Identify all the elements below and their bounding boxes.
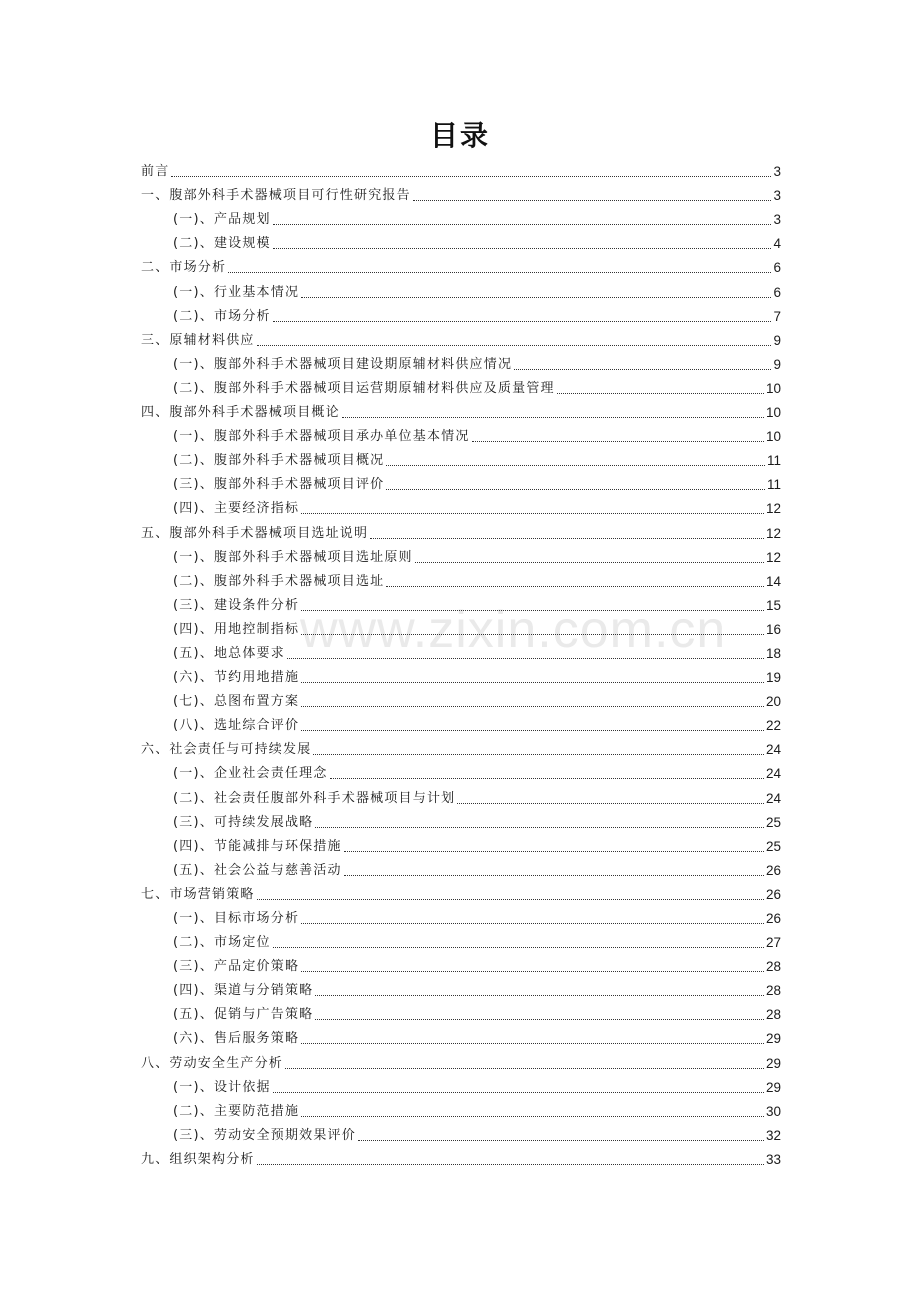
- toc-entry-page-number: 18: [765, 645, 781, 661]
- watermark: www.zixin.com.cn: [300, 601, 727, 659]
- toc-entry[interactable]: [141, 184, 781, 208]
- toc-entry-page-number: 12: [765, 549, 781, 565]
- dot-leader: [315, 1019, 764, 1020]
- toc-entry-label: (三)、建设条件分析: [173, 597, 300, 613]
- toc-entry[interactable]: [141, 1051, 781, 1075]
- dot-leader: [315, 827, 764, 828]
- toc-entry-label: (三)、腹部外科手术器械项目评价: [173, 477, 385, 493]
- toc-entry-page-number: 6: [773, 284, 781, 300]
- toc-entry-page-number: 10: [765, 429, 781, 445]
- toc-entry-page-number: 3: [773, 188, 781, 204]
- toc-entry-label: (四)、用地控制指标: [173, 621, 300, 637]
- toc-entry[interactable]: [141, 690, 781, 714]
- toc-entry-page-number: 3: [773, 164, 781, 180]
- toc-entry-page-number: 3: [773, 212, 781, 228]
- dot-leader: [301, 297, 771, 298]
- toc-entry-label: 四、腹部外科手术器械项目概论: [141, 405, 340, 421]
- toc-entry-page-number: 7: [773, 308, 781, 324]
- toc-entry-page-number: 4: [773, 236, 781, 252]
- toc-entry-label: (五)、促销与广告策略: [173, 1007, 314, 1023]
- toc-entry-page-number: 11: [766, 477, 781, 493]
- toc-entry-label: (六)、节约用地措施: [173, 670, 300, 686]
- toc-entry-page-number: 15: [765, 597, 781, 613]
- toc-entry-page-number: 24: [765, 742, 781, 758]
- toc-entry-label: (四)、主要经济指标: [173, 501, 300, 517]
- toc-entry-label: (四)、节能减排与环保措施: [173, 838, 342, 854]
- toc-entry-page-number: 9: [773, 332, 781, 348]
- toc-entry-page-number: 24: [765, 790, 781, 806]
- toc-entry[interactable]: [141, 811, 781, 835]
- toc-entry-label: (一)、产品规划: [173, 212, 271, 228]
- toc-entry[interactable]: [141, 473, 781, 497]
- toc-entry-label: (二)、建设规模: [173, 236, 271, 252]
- dot-leader: [301, 1043, 764, 1044]
- toc-entry-label: (五)、社会公益与慈善活动: [173, 862, 342, 878]
- toc-entry-page-number: 29: [765, 1079, 781, 1095]
- toc-entry[interactable]: [141, 979, 781, 1003]
- toc-entry-page-number: 24: [765, 766, 781, 782]
- dot-leader: [315, 995, 764, 996]
- toc-entry-label: (六)、售后服务策略: [173, 1031, 300, 1047]
- toc-entry[interactable]: [141, 642, 781, 666]
- toc-entry[interactable]: [141, 955, 781, 979]
- toc-entry-page-number: 28: [765, 959, 781, 975]
- toc-entry-label: (三)、劳动安全预期效果评价: [173, 1127, 356, 1143]
- toc-entry[interactable]: [141, 377, 781, 401]
- dot-leader: [273, 321, 772, 322]
- toc-entry-label: 三、原辅材料供应: [141, 332, 255, 348]
- toc-entry-label: 一、腹部外科手术器械项目可行性研究报告: [141, 188, 411, 204]
- dot-leader: [413, 200, 772, 201]
- toc-entry[interactable]: [141, 1100, 781, 1124]
- dot-leader: [386, 465, 765, 466]
- toc-entry[interactable]: [141, 401, 781, 425]
- toc-entry-label: (一)、腹部外科手术器械项目选址原则: [173, 549, 413, 565]
- toc-entry-label: (二)、腹部外科手术器械项目运营期原辅材料供应及质量管理: [173, 380, 555, 396]
- toc-entry-label: (二)、社会责任腹部外科手术器械项目与计划: [173, 790, 456, 806]
- dot-leader: [257, 1164, 764, 1165]
- dot-leader: [301, 971, 764, 972]
- toc-entry[interactable]: [141, 738, 781, 762]
- toc-entry-label: (一)、企业社会责任理念: [173, 766, 328, 782]
- toc-entry-label: (二)、市场定位: [173, 935, 271, 951]
- toc-entry-page-number: 16: [765, 621, 781, 637]
- toc-entry[interactable]: [141, 546, 781, 570]
- toc-entry-page-number: 25: [765, 838, 781, 854]
- dot-leader: [301, 730, 764, 731]
- toc-entry-page-number: 22: [765, 718, 781, 734]
- toc-entry[interactable]: [141, 256, 781, 280]
- toc-entry[interactable]: [141, 353, 781, 377]
- toc-entry-page-number: 20: [765, 694, 781, 710]
- toc-entry-label: 八、劳动安全生产分析: [141, 1055, 284, 1071]
- dot-leader: [344, 851, 764, 852]
- dot-leader: [344, 875, 764, 876]
- toc-entry[interactable]: [141, 762, 781, 786]
- toc-entry[interactable]: [141, 232, 781, 256]
- toc-entry-label: (三)、产品定价策略: [173, 959, 300, 975]
- toc-entry-page-number: 19: [765, 670, 781, 686]
- dot-leader: [273, 1092, 764, 1093]
- toc-entry[interactable]: [141, 859, 781, 883]
- toc-entry-label: 七、市场营销策略: [141, 886, 255, 902]
- toc-entry-label: (七)、总图布置方案: [173, 694, 300, 710]
- toc-entry-page-number: 14: [765, 573, 781, 589]
- toc-entry[interactable]: [141, 666, 781, 690]
- dot-leader: [330, 778, 764, 779]
- dot-leader: [273, 224, 772, 225]
- toc-entry[interactable]: [141, 883, 781, 907]
- dot-leader: [386, 489, 765, 490]
- toc-entry[interactable]: [141, 497, 781, 521]
- toc-entry-page-number: 6: [773, 260, 781, 276]
- toc-entry-label: 前言: [141, 164, 170, 180]
- toc-entry[interactable]: [141, 160, 781, 184]
- toc-entry[interactable]: [141, 208, 781, 232]
- dot-leader: [301, 513, 764, 514]
- toc-entry[interactable]: [141, 907, 781, 931]
- table-of-contents: [141, 160, 781, 1172]
- dot-leader: [370, 538, 764, 539]
- toc-entry-page-number: 9: [773, 356, 781, 372]
- toc-entry-label: (一)、行业基本情况: [173, 284, 300, 300]
- dot-leader: [301, 610, 764, 611]
- toc-entry-label: (二)、腹部外科手术器械项目选址: [173, 573, 385, 589]
- dot-leader: [472, 441, 764, 442]
- toc-entry-page-number: 26: [765, 862, 781, 878]
- toc-entry[interactable]: [141, 1076, 781, 1100]
- dot-leader: [342, 417, 764, 418]
- toc-entry[interactable]: [141, 931, 781, 955]
- dot-leader: [457, 803, 764, 804]
- toc-entry[interactable]: [141, 714, 781, 738]
- toc-entry[interactable]: [141, 425, 781, 449]
- toc-entry-label: (五)、地总体要求: [173, 645, 285, 661]
- page-title: 目录: [429, 119, 490, 152]
- toc-entry[interactable]: [141, 1124, 781, 1148]
- toc-entry[interactable]: [141, 594, 781, 618]
- toc-entry-label: (二)、腹部外科手术器械项目概况: [173, 453, 385, 469]
- dot-leader: [257, 899, 764, 900]
- dot-leader: [415, 562, 764, 563]
- dot-leader: [557, 393, 764, 394]
- toc-entry-page-number: 12: [765, 525, 781, 541]
- dot-leader: [386, 586, 764, 587]
- toc-entry[interactable]: [141, 618, 781, 642]
- dot-leader: [313, 754, 764, 755]
- toc-entry-page-number: 25: [765, 814, 781, 830]
- toc-entry[interactable]: [141, 835, 781, 859]
- toc-entry-label: (一)、设计依据: [173, 1079, 271, 1095]
- toc-entry[interactable]: [141, 1003, 781, 1027]
- toc-entry-label: (二)、主要防范措施: [173, 1103, 300, 1119]
- toc-entry[interactable]: [141, 570, 781, 594]
- toc-entry-page-number: 10: [765, 380, 781, 396]
- toc-entry-page-number: 29: [765, 1055, 781, 1071]
- dot-leader: [301, 706, 764, 707]
- toc-entry-page-number: 32: [765, 1127, 781, 1143]
- toc-entry-page-number: 12: [765, 501, 781, 517]
- toc-entry-label: 二、市场分析: [141, 260, 227, 276]
- toc-entry-label: 六、社会责任与可持续发展: [141, 742, 312, 758]
- dot-leader: [301, 682, 764, 683]
- toc-entry[interactable]: [141, 305, 781, 329]
- toc-entry-page-number: 29: [765, 1031, 781, 1047]
- toc-entry[interactable]: [141, 786, 781, 810]
- toc-entry-label: (二)、市场分析: [173, 308, 271, 324]
- toc-entry-page-number: 26: [765, 911, 781, 926]
- toc-entry[interactable]: [141, 1148, 781, 1172]
- toc-entry-label: 九、组织架构分析: [141, 1151, 255, 1167]
- dot-leader: [285, 1068, 764, 1069]
- toc-entry[interactable]: [141, 1027, 781, 1051]
- toc-entry-page-number: 26: [765, 886, 781, 902]
- dot-leader: [273, 947, 764, 948]
- toc-entry-label: (八)、选址综合评价: [173, 718, 300, 734]
- toc-entry[interactable]: [141, 280, 781, 304]
- dot-leader: [273, 248, 772, 249]
- dot-leader: [287, 658, 764, 659]
- toc-entry-label: (三)、可持续发展战略: [173, 814, 314, 830]
- toc-entry[interactable]: [141, 329, 781, 353]
- toc-entry-label: (四)、渠道与分销策略: [173, 983, 314, 999]
- dot-leader: [257, 345, 772, 346]
- dot-leader: [171, 176, 771, 177]
- toc-entry-page-number: 28: [765, 983, 781, 999]
- toc-entry-page-number: 11: [766, 453, 781, 469]
- toc-entry-page-number: 28: [765, 1007, 781, 1023]
- dot-leader: [358, 1140, 764, 1141]
- toc-entry-page-number: 10: [765, 405, 781, 421]
- toc-entry[interactable]: [141, 449, 781, 473]
- toc-entry-page-number: 33: [765, 1151, 781, 1167]
- toc-entry-label: (一)、目标市场分析: [173, 911, 300, 926]
- toc-entry-label: (一)、腹部外科手术器械项目建设期原辅材料供应情况: [173, 356, 513, 372]
- toc-entry-label: (一)、腹部外科手术器械项目承办单位基本情况: [173, 429, 470, 445]
- dot-leader: [301, 923, 764, 924]
- toc-entry-page-number: 30: [765, 1103, 781, 1119]
- dot-leader: [301, 634, 764, 635]
- dot-leader: [514, 369, 771, 370]
- toc-entry[interactable]: [141, 521, 781, 545]
- dot-leader: [228, 272, 771, 273]
- toc-entry-label: 五、腹部外科手术器械项目选址说明: [141, 525, 369, 541]
- toc-entry-page-number: 27: [765, 935, 781, 951]
- dot-leader: [301, 1116, 764, 1117]
